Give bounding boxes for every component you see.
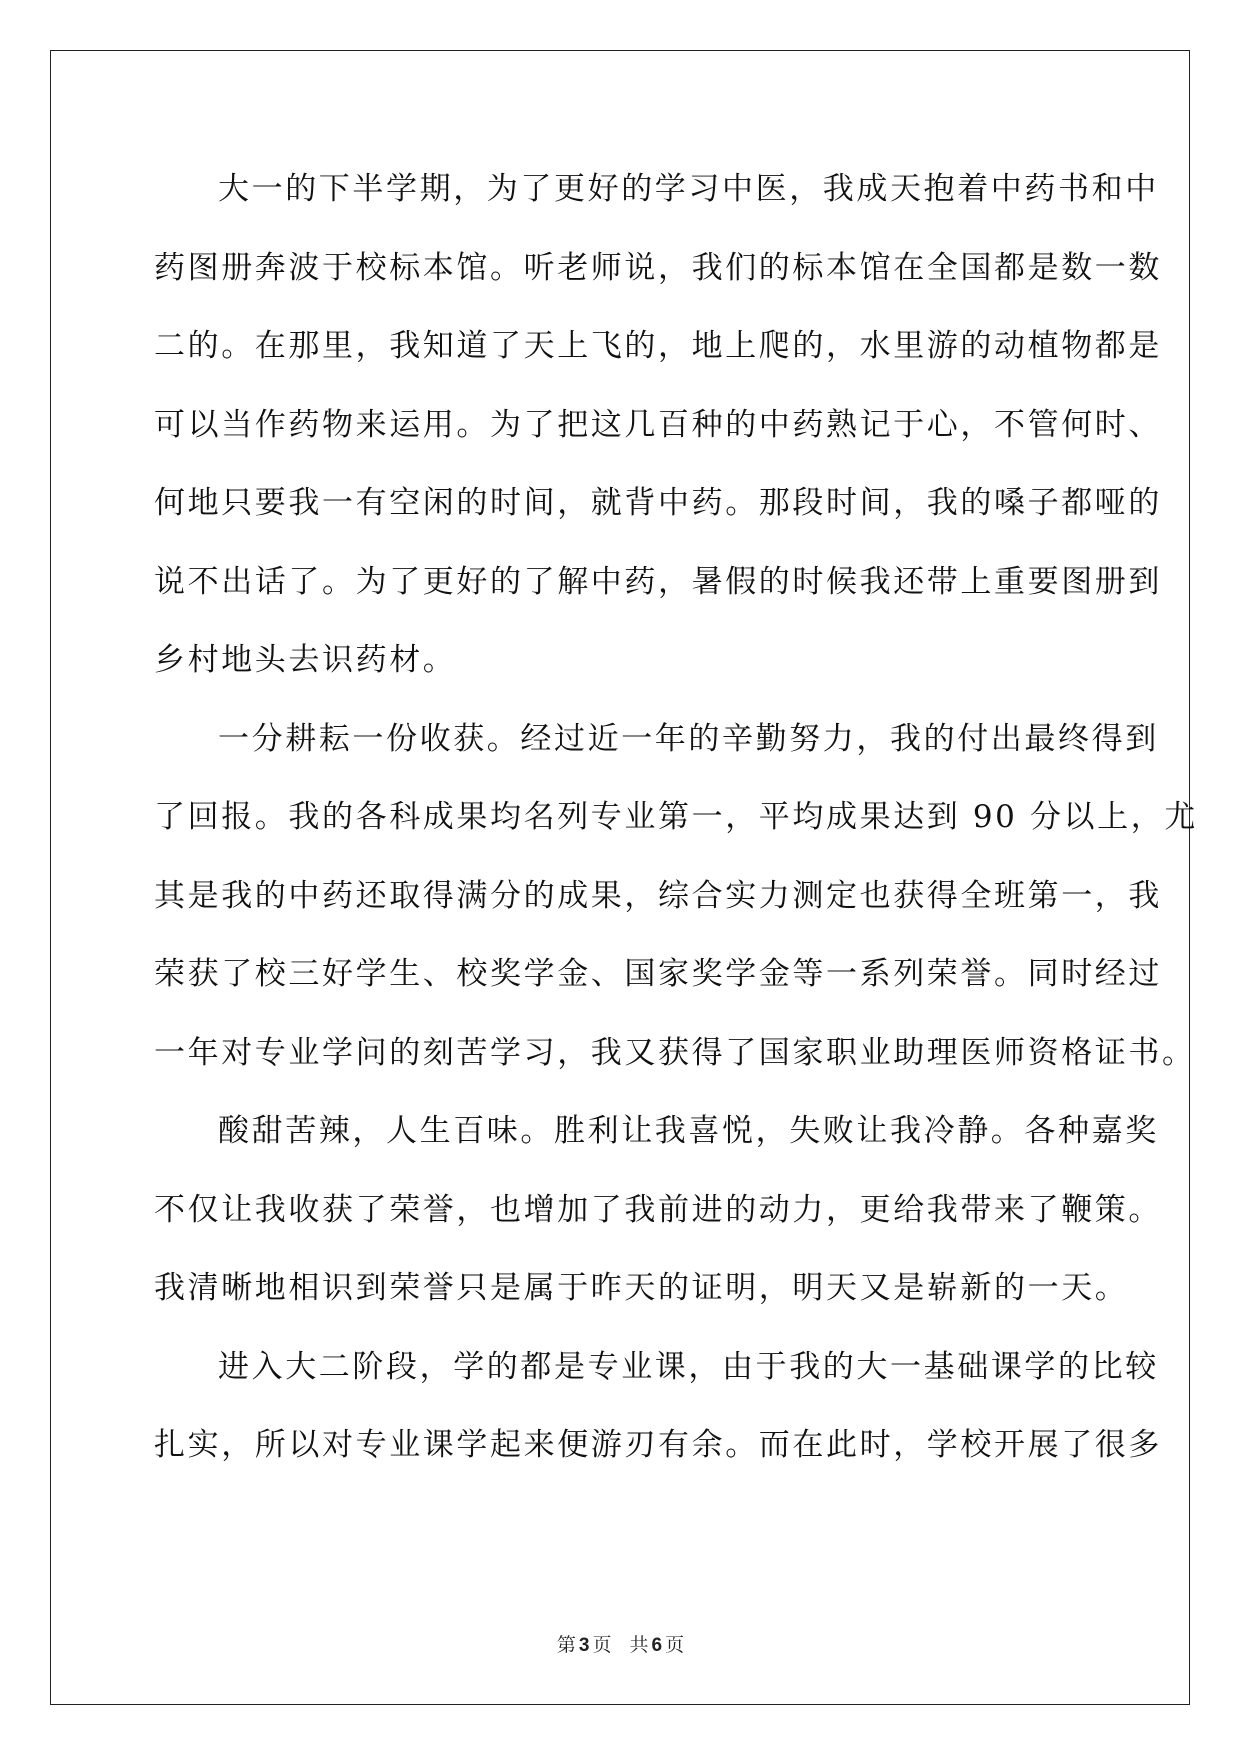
paragraph-line: 二的。在那里，我知道了天上飞的，地上爬的，水里游的动植物都是 bbox=[154, 328, 1162, 364]
paragraph-line: 一分耕耘一份收获。经过近一年的辛勤努力，我的付出最终得到 bbox=[218, 720, 1159, 757]
paragraph-line: 大一的下半学期，为了更好的学习中医，我成天抱着中药书和中 bbox=[218, 171, 1159, 207]
paragraph-line: 可以当作药物来运用。为了把这几百种的中药熟记于心，不管何时、 bbox=[154, 406, 1162, 443]
paragraph-line: 不仅让我收获了荣誉，也增加了我前进的动力，更给我带来了鞭策。 bbox=[154, 1191, 1162, 1228]
paragraph-line: 何地只要我一有空闲的时间，就背中药。那段时间，我的嗓子都哑的 bbox=[154, 485, 1162, 521]
paragraph-line: 扎实，所以对专业课学起来便游刃有余。而在此时，学校开展了很多 bbox=[154, 1427, 1162, 1463]
paragraph-line: 了回报。我的各科成果均名列专业第一，平均成果达到 90 分以上，尤 bbox=[154, 799, 1198, 835]
page-number: 3 bbox=[578, 1635, 590, 1656]
total-prefix: 共 bbox=[629, 1634, 649, 1656]
total-suffix: 页 bbox=[665, 1634, 685, 1656]
paragraph-line: 其是我的中药还取得满分的成果，综合实力测定也获得全班第一，我 bbox=[154, 877, 1162, 914]
paragraph-line: 我清晰地相识到荣誉只是属于昨天的证明，明天又是崭新的一天。 bbox=[154, 1270, 1129, 1306]
paragraph-line: 说不出话了。为了更好的了解中药，暑假的时候我还带上重要图册到 bbox=[154, 563, 1162, 600]
document-body bbox=[154, 166, 1198, 1501]
paragraph-line: 进入大二阶段，学的都是专业课，由于我的大一基础课学的比较 bbox=[218, 1348, 1159, 1385]
paragraph-line: 药图册奔波于校标本馆。听老师说，我们的标本馆在全国都是数一数 bbox=[154, 249, 1162, 286]
paragraph-line: 乡村地头去识药材。 bbox=[154, 642, 457, 678]
paragraph-line: 酸甜苦辣，人生百味。胜利让我喜悦，失败让我冷静。各种嘉奖 bbox=[218, 1113, 1159, 1149]
paragraph-line: 荣获了校三好学生、校奖学金、国家奖学金等一系列荣誉。同时经过 bbox=[154, 956, 1162, 992]
page-suffix: 页 bbox=[592, 1634, 612, 1656]
paragraph-line: 一年对专业学问的刻苦学习，我又获得了国家职业助理医师资格证书。 bbox=[154, 1034, 1196, 1071]
page-prefix: 第 bbox=[556, 1634, 576, 1656]
total-pages: 6 bbox=[651, 1635, 663, 1656]
page-footer bbox=[0, 1630, 1241, 1657]
